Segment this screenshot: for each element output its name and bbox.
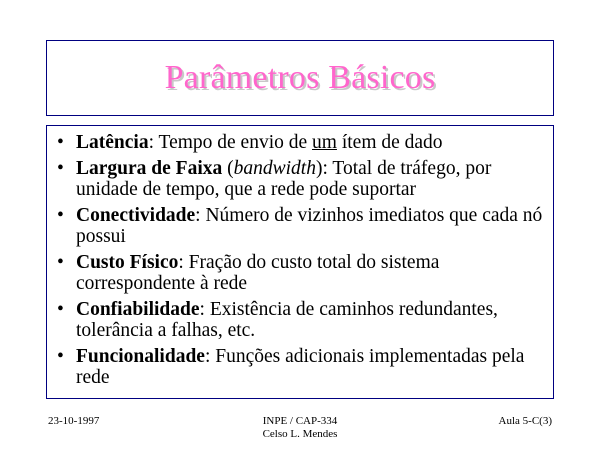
footer-author: Celso L. Mendes xyxy=(262,428,338,440)
bullet-list xyxy=(57,132,545,388)
description: : Fração do custo total do sistema correspondente à rede xyxy=(76,252,440,294)
description: : Funções adicionais implementadas pela rede xyxy=(76,346,525,388)
title-box xyxy=(46,40,554,116)
bullet-icon: • xyxy=(57,299,64,320)
term: Funcionalidade xyxy=(76,346,205,367)
bullet-item-custo-fisico xyxy=(57,252,545,294)
underlined-word: um xyxy=(312,132,337,153)
footer-slide-number: Aula 5-C(3) xyxy=(498,415,552,427)
term: Largura de Faixa xyxy=(76,158,223,179)
bullet-icon: • xyxy=(57,132,64,153)
description-end: ítem de dado xyxy=(336,132,443,153)
description-end: ): Total de tráfego, por unidade de tempo, que a rede pode suportar xyxy=(76,158,492,200)
description: : Número de vizinhos imediatos que cada nó possui xyxy=(76,205,543,247)
slide-title: Parâmetros Básicos xyxy=(164,59,436,96)
description: : Existência de caminhos redundantes, tolerância a falhas, etc. xyxy=(76,299,498,341)
description: ( xyxy=(222,158,234,179)
bullet-item-conectividade xyxy=(57,205,545,247)
footer-date: 23-10-1997 xyxy=(48,415,100,427)
term: Latência xyxy=(76,132,149,153)
description: : Tempo de envio de xyxy=(148,132,313,153)
footer-org: INPE / CAP-334 xyxy=(262,415,338,427)
term: Conectividade xyxy=(76,205,196,226)
italic-term: bandwidth xyxy=(233,158,316,179)
bullet-icon: • xyxy=(57,205,64,226)
bullet-item-funcionalidade xyxy=(57,346,545,388)
bullet-icon: • xyxy=(57,252,64,273)
bullet-item-confiabilidade xyxy=(57,299,545,341)
term: Confiabilidade xyxy=(76,299,200,320)
bullet-item-latencia xyxy=(57,132,545,153)
content-box xyxy=(46,125,554,399)
term: Custo Físico xyxy=(76,252,179,273)
bullet-icon: • xyxy=(57,346,64,367)
bullet-icon: • xyxy=(57,158,64,179)
bullet-item-largura-de-faixa xyxy=(57,158,545,200)
